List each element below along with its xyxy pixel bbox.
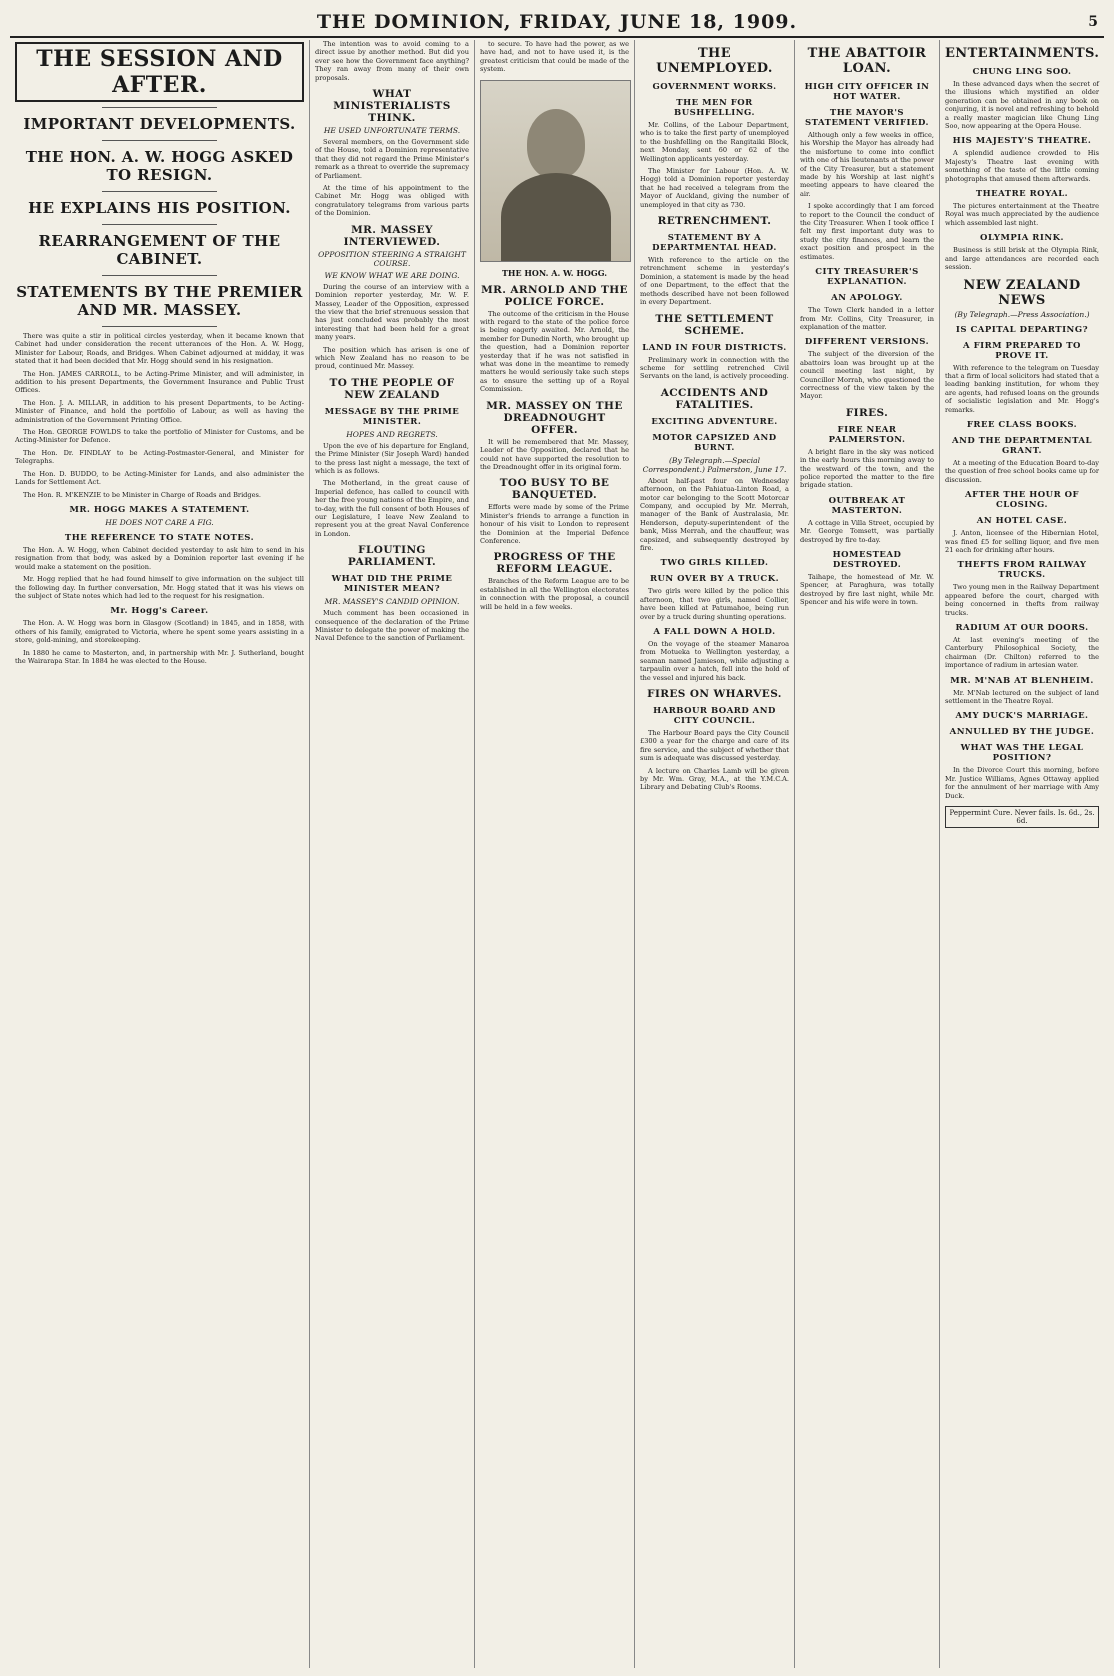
article-para: The Hon. GEORGE FOWLDS to take the portfolio of Minister for Customs, and be Acting-Minister for Defence. (15, 428, 304, 445)
article-para: A cottage in Villa Street, occupied by Mr. George Tomsett, was partially destroyed by fire to-day. (800, 518, 934, 544)
subhead: OUTBREAK AT MASTERTON. (828, 495, 906, 516)
article-para: Preliminary work in connection with the scheme for settling retrenched Civil Servants on the land, is actively proceeding. (640, 355, 789, 381)
article-para: In these advanced days when the secret of the illusions which mystified an older generation can be obtained in any book on conjuring, it is novel and refreshing to behold a really master magician like Chung Ling Soo, now appearing at the Opera House. (945, 80, 1099, 131)
article-para: In the Divorce Court this morning, before Mr. Justice Williams, Agnes Ottaway applied for the annulment of her marriage with Amy Duck. (945, 766, 1099, 800)
headline: THE ABATTOIR LOAN. (807, 46, 927, 76)
subhead: THE MEN FOR BUSHFELLING. (674, 98, 755, 118)
subhead: DIFFERENT VERSIONS. (804, 337, 930, 348)
article-para: Two girls were killed by the police this afternoon, that two girls, named Collier, have been killed at Patumahoe, being run over by a truck during shunting operations. (640, 587, 789, 621)
col1-left-sub (15, 332, 304, 669)
subhead-small: HE USED UNFORTUNATE TERMS. (323, 126, 461, 136)
article-para: It will be remembered that Mr. Massey, Leader of the Opposition, declared that he could not have supported the resolution to the Dreadnought offer in its original form. (480, 437, 629, 471)
masthead (10, 8, 1104, 38)
article-para: J. Anton, licensee of the Hibernian Hotel, was fined £5 for selling liquor, and five men 21 each for drinking after hours. (945, 529, 1099, 554)
deck-statements: STATEMENTS BY THE PREMIER AND MR. MASSEY. (16, 283, 303, 319)
subhead: IS CAPITAL DEPARTING? (955, 324, 1089, 335)
article-para: The Hon. Dr. FINDLAY to be Acting-Postmaster-General, and Minister for Telegraphs. (15, 448, 304, 466)
article-para: With reference to the article on the retrenchment scheme in yesterday's Dominion, a statement is made by the head of one Department, to the effect that the methods described have not been followed in every Department. (640, 256, 789, 307)
article-para: A splendid audience crowded to His Majesty's Theatre last evening with something of the taste of the little coming photographs that amused them afterwards. (945, 149, 1099, 183)
headline: ACCIDENTS AND FATALITIES. (660, 386, 769, 411)
headline: THE SETTLEMENT SCHEME. (655, 312, 774, 337)
deck-explains: HE EXPLAINS HIS POSITION. (28, 199, 291, 217)
article-para: The Hon. JAMES CARROLL, to be Acting-Prime Minister, and will administer, in addition to his present Departments, the Government Insurance and Public Trust Offices. (15, 369, 304, 395)
article-para: A lecture on Charles Lamb will be given by Mr. Wm. Gray, M.A., at the Y.M.C.A. Library and Debating Club's Rooms. (640, 766, 789, 792)
subhead: RUN OVER BY A TRUCK. (649, 574, 780, 585)
article-para: The position which has arisen is one of which New Zealand has no reason to be proud, continued Mr. Massey. (315, 345, 469, 371)
article-para: Mr. Collins, of the Labour Department, who is to take the first party of unemployed to the bushfelling on the Rangitaiki Block, next Monday, sent 60 or 62 of the Wellington applicants yesterday. (640, 121, 789, 163)
article-para: The Harbour Board pays the City Council £300 a year for the charge and care of its fire service, and the subject of whether that sum is adequate was discussed yesterday. (640, 729, 789, 763)
article-para: At last evening's meeting of the Canterbury Philosophical Society, the chairman (Dr. Chilton) referred to the importance of radium in artesian water. (945, 636, 1099, 670)
headline: MR. MASSEY INTERVIEWED. (343, 223, 441, 248)
subhead: WHAT DID THE PRIME MINISTER MEAN? (331, 574, 453, 595)
article-para: Two young men in the Railway Department appeared before the court, charged with being concerned in thefts from railway trucks. (945, 583, 1099, 617)
page-number: 5 (1088, 14, 1098, 30)
deck-rearrangement: REARRANGEMENT OF THE CABINET. (38, 232, 281, 268)
article-para: Mr. M'Nab lectured on the subject of land settlement in the Theatre Royal. (945, 688, 1099, 706)
article-para: The Hon. A. W. Hogg was born in Glasgow (Scotland) in 1845, and in 1858, with others of his family, emigrated to Victoria, where he spent some years assisting in a store, gold-mining, and storekeeping. (15, 619, 304, 645)
subhead-small: WE KNOW WHAT WE ARE DOING. (324, 270, 460, 280)
article-para: The intention was to avoid coming to a direct issue by another method. But did you ever see how the Government face anything? They ran away from many of their own proposals. (315, 40, 469, 82)
article-para: At the time of his appointment to the Cabinet Mr. Hogg was obliged with congratulatory telegrams from various parts of the Dominion. (315, 184, 469, 218)
subhead: EXCITING ADVENTURE. (651, 416, 778, 427)
article-para: During the course of an interview with a Dominion reporter yesterday, Mr. W. F. Massey, Leader of the Opposition, expressed the view that the brief strenuous session that has just concluded was probably the most interesting that had been held for a great many years. (315, 282, 469, 342)
deck-hogg-resign: THE HON. A. W. HOGG ASKED TO RESIGN. (25, 148, 294, 184)
subhead: ANNULLED BY THE JUDGE. (949, 727, 1095, 738)
subhead: MR. HOGG MAKES A STATEMENT. (69, 504, 250, 515)
article-para: A bright flare in the sky was noticed in the early hours this morning away to the westward of the town, and the police reported the matter to the fire brigade station. (800, 447, 934, 490)
column-5 (795, 40, 940, 1668)
article-para: Taihape, the homestead of Mr. W. Spencer, at Paraghura, was totally destroyed by fire last night, while Mr. Spencer and his wife were in town. (800, 573, 934, 607)
columns (10, 40, 1104, 1668)
subhead: THEATRE ROYAL. (975, 189, 1069, 200)
subhead: CHUNG LING SOO. (972, 67, 1072, 77)
subhead: HOMESTEAD DESTROYED. (832, 550, 902, 570)
article-para: Mr. Hogg replied that he had found himself to give information on the subject till the following day. In further conversation, Mr. Hogg stated that it was his views on the subject of State notes which had led to the request for his resignation. (15, 575, 304, 600)
article-para: The Hon. J. A. MILLAR, in addition to his present Departments, to be Acting-Minister of Finance, and hold the portfolio of Labour, as well as having the administration of the Government Printing Office. (15, 398, 304, 424)
deck-important: IMPORTANT DEVELOPMENTS. (23, 115, 296, 133)
article-para: The Hon. A. W. Hogg, when Cabinet decided yesterday to ask him to send in his resignation from that body, was asked by a Dominion reporter last evening if he would make a statement on the position. (15, 545, 304, 571)
masthead-title: THE DOMINION, FRIDAY, JUNE 18, 1909. (316, 11, 798, 33)
article-para: Efforts were made by some of the Prime Minister's friends to arrange a function in honour of his visit to London to represent the Dominion at the Imperial Defence Conference. (480, 503, 629, 545)
column-2 (310, 40, 475, 1668)
subhead: AN HOTEL CASE. (976, 516, 1068, 527)
article-para: The subject of the diversion of the abattoirs loan was brought up at the council meeting last night, by Councillor Morrah, who questioned the correctness of the view taken by the Mayor. (800, 350, 934, 401)
main-headline: THE SESSION AND AFTER. (15, 42, 304, 102)
article-para: Business is still brisk at the Olympia Rink, and large attendances are recorded each session. (945, 246, 1099, 272)
article-para: The Motherland, in the great cause of Imperial defence, has called to council with her the free young nations of the Empire, and to-day, with the full consent of both Houses of our Legislature, I leave New Zealand to represent you at the great Naval Conference in London. (315, 479, 469, 538)
article-para: to secure. To have had the power, as we have had, and not to have used it, is the greatest criticism that could be made of the system. (480, 40, 629, 74)
article-para: I spoke accordingly that I am forced to report to the Council the conduct of the City Treasurer. When I took office I felt my first important duty was to study the city finances, and learn the exact position and prospect in the estimates. (800, 202, 934, 261)
subhead: AFTER THE HOUR OF CLOSING. (964, 490, 1080, 511)
article-para: The pictures entertainment at the Theatre Royal was much appreciated by the audience which assembled last night. (945, 202, 1099, 227)
article-para: Branches of the Reform League are to be established in all the Wellington electorates in connection with the proposal, a council will be held in a few weeks. (480, 577, 629, 611)
subhead-small: (By Telegraph.—Press Association.) (954, 309, 1090, 319)
article-para: The Town Clerk handed in a letter from Mr. Collins, City Treasurer, in explanation of the matter. (800, 306, 934, 331)
subhead: AMY DUCK'S MARRIAGE. (955, 711, 1089, 722)
subhead: AN APOLOGY. (831, 293, 903, 304)
portrait-image (480, 80, 631, 262)
subhead: WHAT WAS THE LEGAL POSITION? (960, 743, 1084, 764)
subhead: THE MAYOR'S STATEMENT VERIFIED. (804, 108, 929, 128)
headline: TO THE PEOPLE OF NEW ZEALAND (329, 376, 455, 401)
article-para: Upon the eve of his departure for England, the Prime Minister (Sir Joseph Ward) handed to the press last night a message, the text of which is as follows. (315, 441, 469, 475)
subhead-small: OPPOSITION STEERING A STRAIGHT COURSE. (318, 249, 466, 268)
headline: RETRENCHMENT. (657, 215, 772, 228)
article-para: There was quite a stir in political circles yesterday, when it became known that Cabinet had under consideration the recent utterances of the Hon. A. W. Hogg, Minister for Labour, Roads, and Bridges. When Cabinet adjourned at midday, it was stated that it had been decided that Mr. Hogg should send in his resignation. (15, 332, 304, 366)
headline: MR. ARNOLD AND THE POLICE FORCE. (481, 283, 628, 308)
subhead-small: HE DOES NOT CARE A FIG. (105, 517, 214, 527)
headline: PROGRESS OF THE REFORM LEAGUE. (493, 551, 616, 576)
headline: WHAT MINISTERIALISTS THINK. (333, 88, 451, 125)
headline: FLOUTING PARLIAMENT. (347, 544, 437, 569)
headline: NEW ZEALAND NEWS (963, 277, 1081, 308)
subhead: FIRE NEAR PALMERSTON. (828, 424, 906, 445)
subhead: Mr. Hogg's Career. (110, 606, 209, 617)
headline: FIRES. (845, 406, 889, 419)
column-1 (10, 40, 310, 1668)
portrait-body (501, 173, 611, 261)
subhead: HIS MAJESTY'S THEATRE. (952, 136, 1092, 147)
subhead: HIGH CITY OFFICER IN HOT WATER. (804, 82, 930, 102)
subhead: CITY TREASURER'S EXPLANATION. (815, 267, 919, 288)
article-para: The Hon. D. BUDDO, to be Acting-Minister for Lands, and also administer the Lands for Settlement Act. (15, 469, 304, 487)
column-4 (635, 40, 795, 1668)
article-para: At a meeting of the Education Board to-day the question of free school books came up for discussion. (945, 458, 1099, 484)
article-para: With reference to the telegram on Tuesday that a firm of local solicitors had stated that a leading banking institution, for whom they are agents, had refused loans on the grounds of socialistic legislation and Mr. Hogg's remarks. (945, 363, 1099, 414)
article-para: On the voyage of the steamer Manaroa from Motueka to Wellington yesterday, a seaman named Jamieson, while adjusting a tarpaulin over a hatch, fell into the hold of the vessel and injured his back. (640, 640, 789, 682)
article-para: In 1880 he came to Masterton, and, in partnership with Mr. J. Sutherland, bought the Wairarapa Star. In 1884 he was elected to the House. (15, 648, 304, 665)
subhead: TWO GIRLS KILLED. (660, 558, 769, 569)
headline: TOO BUSY TO BE BANQUETED. (499, 477, 610, 502)
subhead: MOTOR CAPSIZED AND BURNT. (652, 432, 777, 453)
article-para: Several members, on the Government side of the House, told a Dominion representative that they did not regard the Prime Minister's remark as a threat to override the supremacy of Parliament. (315, 138, 469, 180)
subhead: AND THE DEPARTMENTAL GRANT. (951, 435, 1093, 456)
subhead: A FALL DOWN A HOLD. (653, 627, 776, 637)
subhead: STATEMENT BY A DEPARTMENTAL HEAD. (652, 233, 777, 254)
portrait-head (527, 109, 585, 179)
subhead: MESSAGE BY THE PRIME MINISTER. (324, 406, 460, 427)
subhead: FREE CLASS BOOKS. (966, 419, 1078, 430)
headline: MR. MASSEY ON THE DREADNOUGHT OFFER. (486, 399, 623, 436)
article-para: The outcome of the criticism in the House with regard to the state of the police force is being eagerly awaited. Mr. Arnold, the member for Dunedin North, who brought up the question, had a Dominion reporter yesterday that if he was not satisfied in what was done in the meantime to remedy matters he would seriously take such steps as to ensure the setting up of a Royal Commission. (480, 309, 629, 394)
headline: ENTERTAINMENTS. (945, 46, 1100, 61)
subhead: LAND IN FOUR DISTRICTS. (642, 342, 787, 353)
column-6 (940, 40, 1104, 1668)
subhead-small: HOPES AND REGRETS. (346, 429, 438, 439)
subhead: MR. M'NAB AT BLENHEIM. (950, 675, 1094, 686)
subhead-small: (By Telegraph.—Special Correspondent.) Palmerston, June 17. (642, 455, 787, 474)
article-para: The Minister for Labour (Hon. A. W. Hogg) told a Dominion reporter yesterday that he had received a telegram from the Mayor of Auckland, giving the number of unemployed in that city as 730. (640, 167, 789, 209)
subhead: RADIUM AT OUR DOORS. (955, 623, 1089, 633)
subhead-small: MR. MASSEY'S CANDID OPINION. (324, 597, 460, 607)
article-para: The Hon. R. M'KENZIE to be Minister in Charge of Roads and Bridges. (23, 490, 262, 499)
subhead: THE REFERENCE TO STATE NOTES. (64, 532, 255, 543)
headline: THE UNEMPLOYED. (656, 46, 773, 76)
column-3 (475, 40, 635, 1668)
article-para: About half-past four on Wednesday afternoon, on the Pahiatua-Linton Road, a motor car belonging to the Scott Motorcar Company, and occupied by Mr. Merrah, manager of the Bank of Australasia, Mr. Henderson, deputy-superintendent of the bank, Miss Merrah, and the chauffeur, was capsized, and subsequently destroyed by fire. (640, 476, 789, 552)
subhead: OLYMPIA RINK. (980, 233, 1064, 244)
subhead: HARBOUR BOARD AND CITY COUNCIL. (653, 706, 776, 727)
advertisement: Peppermint Cure. Never fails. Is. 6d., 2s. 6d. (945, 806, 1099, 828)
article-para: Much comment has been occasioned in consequence of the declaration of the Prime Minister to delegate the power of making the Naval Defence to the sanction of Parliament. (315, 609, 469, 643)
portrait-caption: THE HON. A. W. HOGG. (501, 267, 608, 278)
subhead: A FIRM PREPARED TO PROVE IT. (963, 340, 1081, 361)
subhead: THEFTS FROM RAILWAY TRUCKS. (957, 560, 1087, 581)
subhead: GOVERNMENT WORKS. (652, 82, 777, 92)
article-para: Although only a few weeks in office, his Worship the Mayor has already had the misfortune to come into conflict with one of his lieutenants at the power of the City Treasurer, but a statement made by his Worship at last night's meeting appears to have cleared the air. (800, 131, 934, 198)
headline: FIRES ON WHARVES. (647, 688, 782, 701)
